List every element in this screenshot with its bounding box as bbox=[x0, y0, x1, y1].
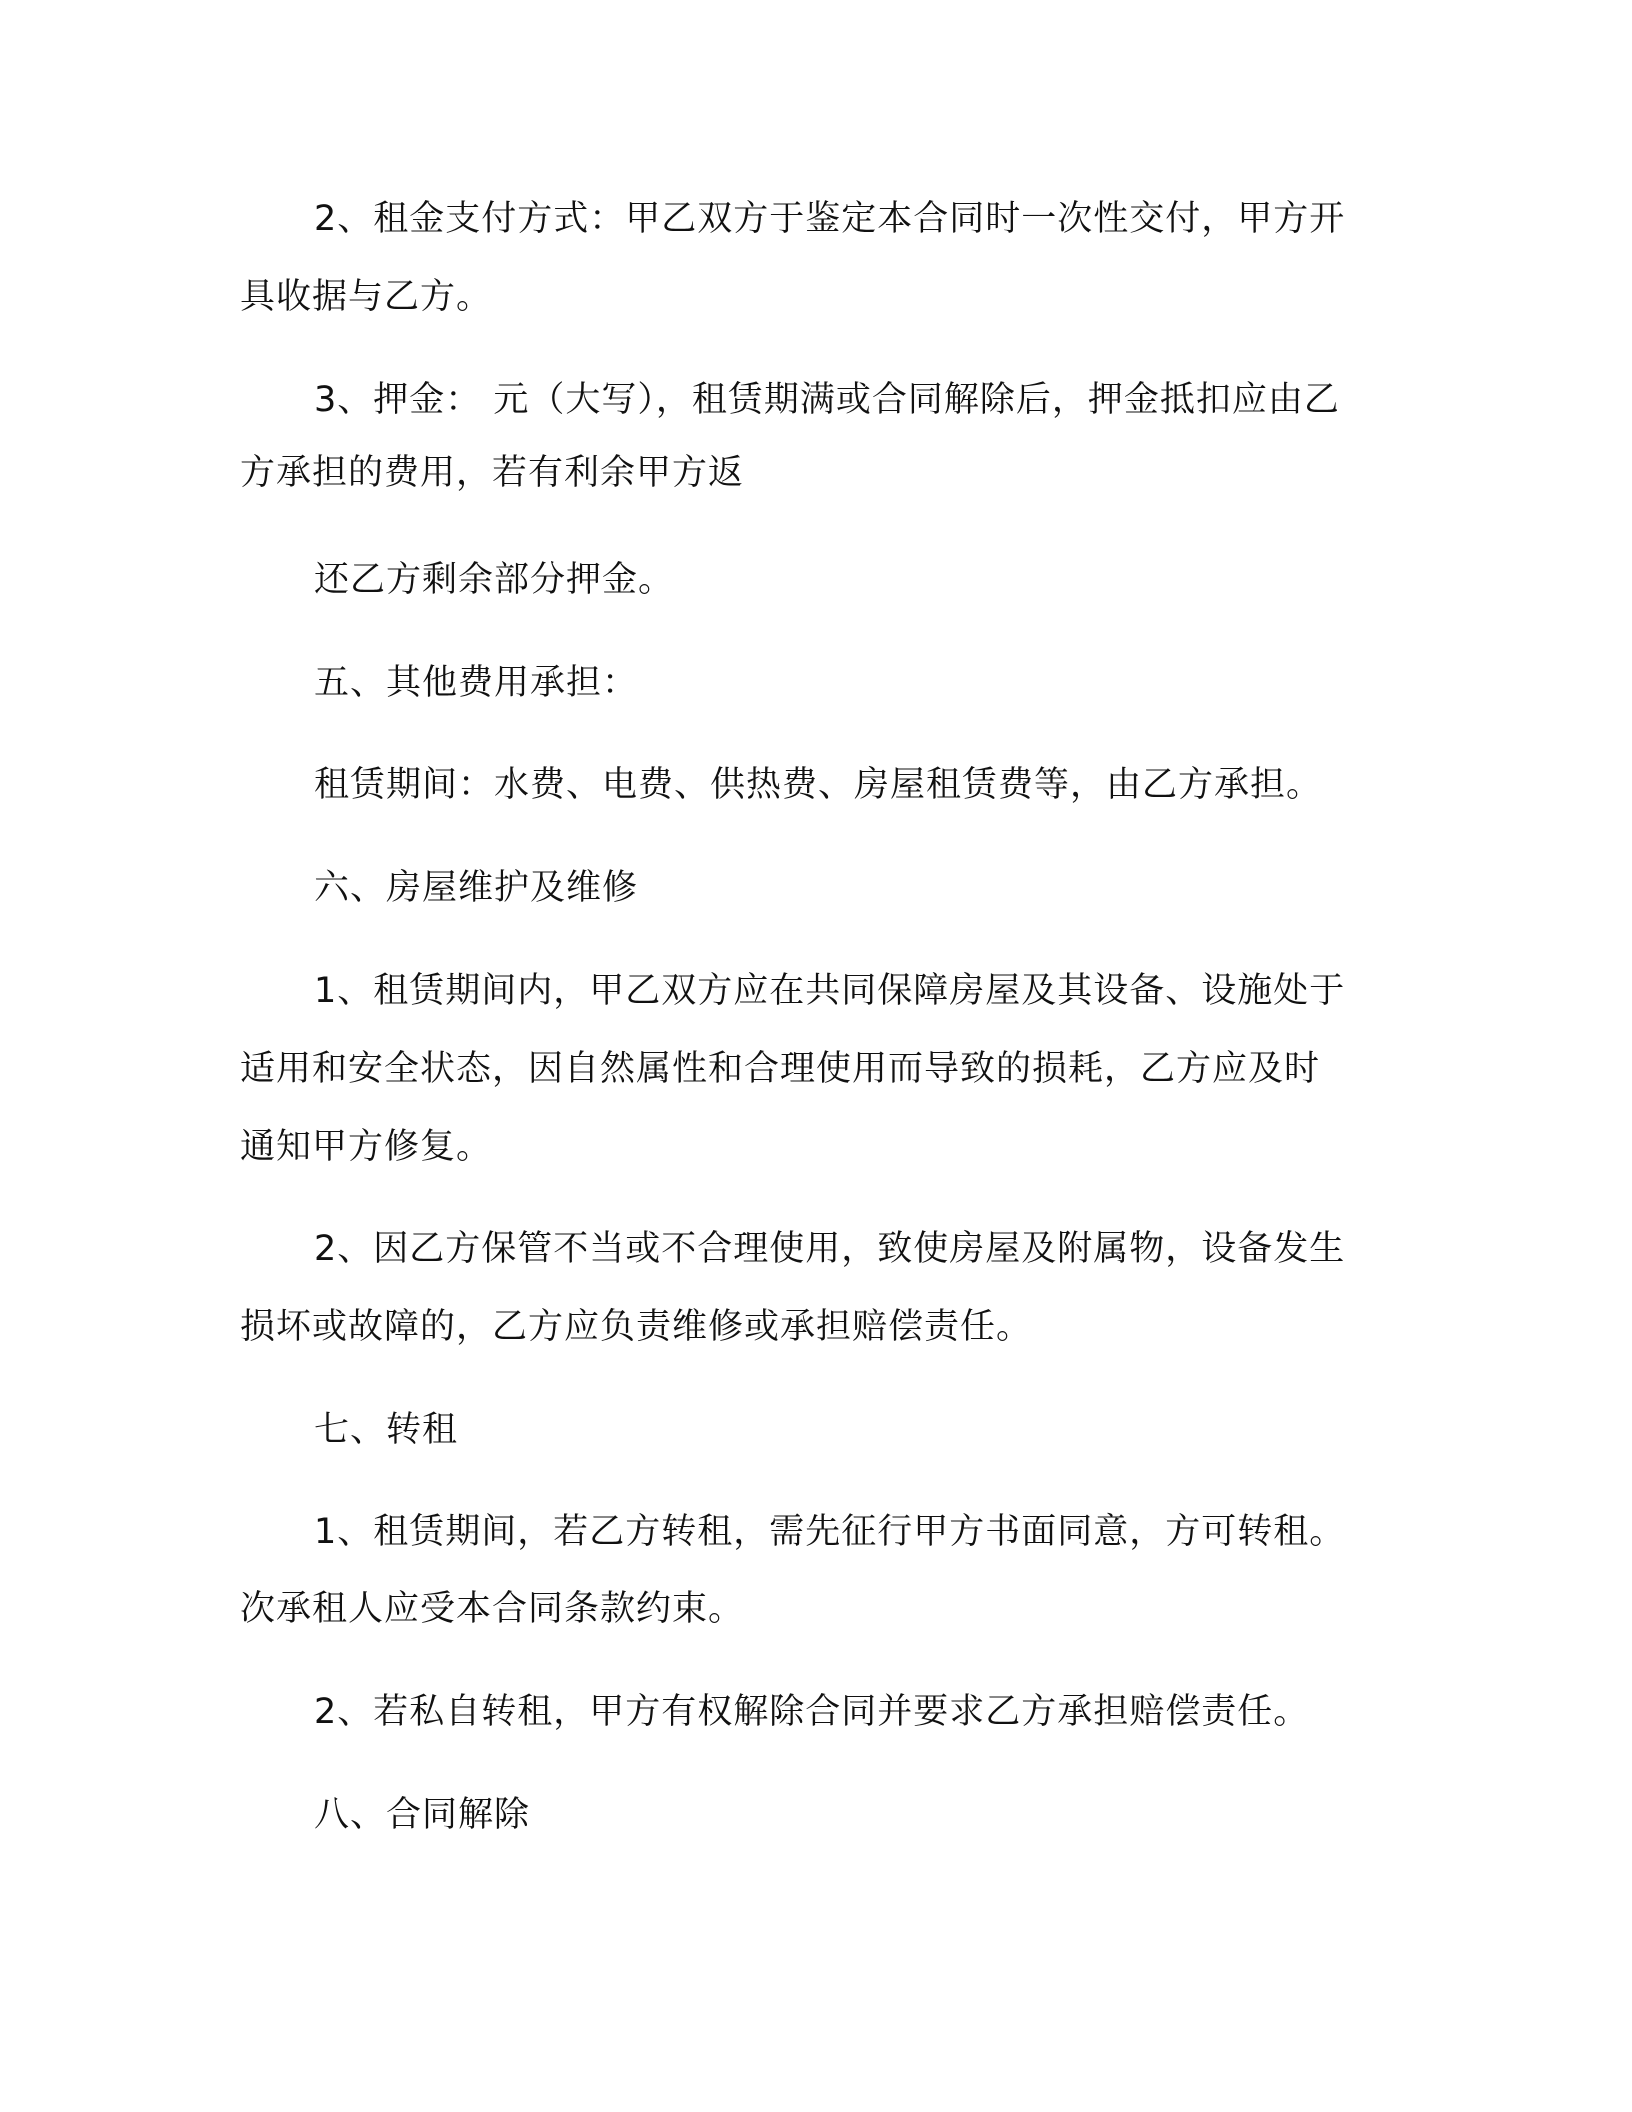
text-line: 1、租赁期间，若乙方转租，需先征行甲方书面同意，方可转租。 bbox=[314, 1512, 1346, 1552]
text-line: 2、租金支付方式：甲乙双方于鉴定本合同时一次性交付，甲方开 bbox=[314, 199, 1346, 239]
section-heading: 八、合同解除 bbox=[314, 1795, 531, 1835]
text-line: 2、因乙方保管不当或不合理使用，致使房屋及附属物，设备发生 bbox=[314, 1229, 1346, 1269]
section-heading: 五、其他费用承担： bbox=[314, 663, 639, 703]
text-line: 租赁期间：水费、电费、供热费、房屋租赁费等，由乙方承担。 bbox=[314, 765, 1323, 805]
text-line: 还乙方剩余部分押金。 bbox=[314, 560, 675, 600]
text-line: 3、押金： 元（大写），租赁期满或合同解除后，押金抵扣应由乙 bbox=[314, 380, 1340, 420]
text-line: 方承担的费用，若有利余甲方返 bbox=[240, 453, 745, 493]
text-line: 通知甲方修复。 bbox=[240, 1127, 493, 1167]
section-heading: 六、房屋维护及维修 bbox=[314, 868, 639, 908]
text-line: 损坏或故障的，乙方应负责维修或承担赔偿责任。 bbox=[240, 1307, 1033, 1347]
text-line: 适用和安全状态，因自然属性和合理使用而导致的损耗，乙方应及时 bbox=[240, 1049, 1321, 1089]
text-line: 1、租赁期间内，甲乙双方应在共同保障房屋及其设备、设施处于 bbox=[314, 971, 1346, 1011]
text-line: 具收据与乙方。 bbox=[240, 277, 493, 317]
text-line: 2、若私自转租，甲方有权解除合同并要求乙方承担赔偿责任。 bbox=[314, 1692, 1310, 1732]
section-heading: 七、转租 bbox=[314, 1410, 459, 1450]
text-line: 次承租人应受本合同条款约束。 bbox=[240, 1589, 745, 1629]
